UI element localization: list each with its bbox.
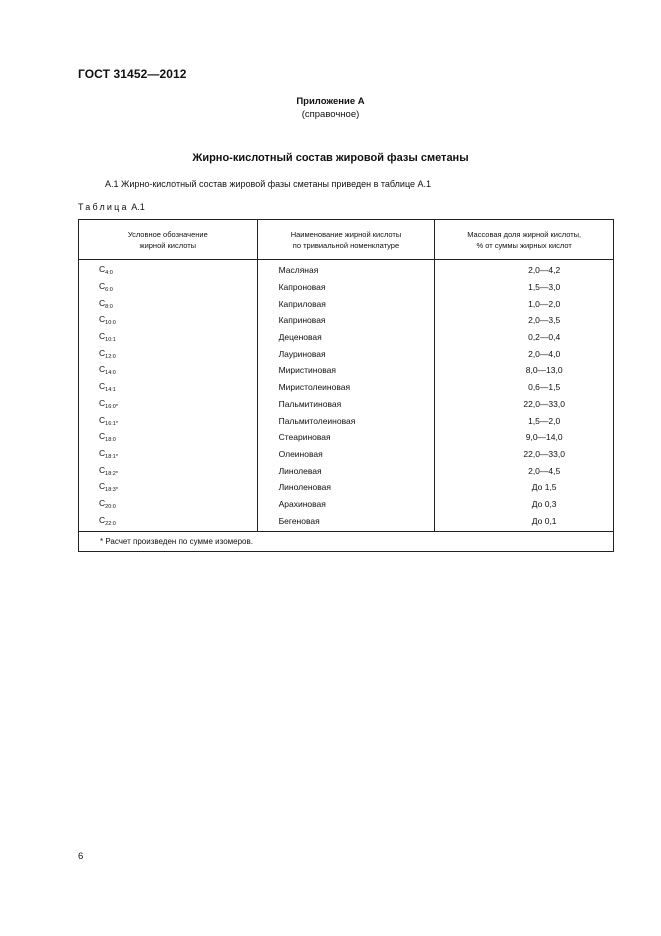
acid-mass-fraction: 2,0—4,0 [435,345,614,362]
acid-code [79,362,258,379]
acid-name: Бегеновая [257,512,435,531]
annex-subtitle: (справочное) [301,109,360,120]
acid-mass-fraction: 1,0—2,0 [435,295,614,312]
acid-code-subscript: 20:0 [105,503,116,510]
acid-code-letter: C [99,464,106,475]
acid-code-letter: C [99,347,106,358]
table-footnote: * Расчет произведен по сумме изомеров. [79,532,614,552]
acid-code-letter: C [99,431,106,442]
acid-code [79,396,258,413]
acid-mass-fraction: 1,5—2,0 [435,412,614,429]
table-caption-number: А.1 [131,202,145,212]
table-row [79,329,614,346]
acid-code [79,345,258,362]
acid-code-letter: C [99,264,106,275]
table-row [79,512,614,531]
acid-code-letter: C [99,514,106,525]
annex-title: Приложение А [296,96,365,107]
table-caption-word: Таблица [78,202,129,212]
acid-code [79,260,258,279]
acid-code-letter: C [99,297,106,308]
acid-name: Деценовая [257,329,435,346]
acid-code-letter: C [99,397,106,408]
acid-code-subscript: 18:2* [105,470,118,477]
intro-paragraph: А.1 Жирно-кислотный состав жировой фазы сметаны приведен в таблице А.1 [105,179,432,189]
acid-code-subscript: 14:0 [105,370,116,377]
header-name [257,220,435,260]
acid-code-letter: C [99,331,106,342]
acid-mass-fraction: 0,2—0,4 [435,329,614,346]
acid-code [79,462,258,479]
acid-code-subscript: 10:0 [105,320,116,327]
table-caption [78,202,145,212]
acid-code-subscript: 10:1 [105,337,116,344]
acid-code-subscript: 8:0 [105,303,113,310]
acid-name: Каприловая [257,295,435,312]
table-row [79,479,614,496]
acid-code-subscript: 12:0 [105,353,116,360]
acid-code [79,512,258,531]
acid-name: Олеиновая [257,446,435,463]
table-row [79,260,614,279]
acid-mass-fraction: 9,0—14,0 [435,429,614,446]
acid-code [79,479,258,496]
acid-code-letter: C [99,364,106,375]
acid-mass-fraction: До 1,5 [435,479,614,496]
acid-name: Миристолеиновая [257,379,435,396]
acid-code-subscript: 16:0* [105,403,118,410]
acid-code [79,312,258,329]
acid-name: Пальмитолеиновая [257,412,435,429]
fatty-acid-table [78,219,614,552]
acid-name: Стеариновая [257,429,435,446]
header-value-line2: % от суммы жирных кислот [476,240,572,250]
page-number: 6 [78,851,84,862]
acid-code [79,295,258,312]
acid-mass-fraction: 2,0—4,5 [435,462,614,479]
table-row [79,412,614,429]
acid-code-subscript: 22:0 [105,520,116,527]
acid-code [79,429,258,446]
acid-mass-fraction: До 0,3 [435,496,614,513]
acid-code-letter: C [99,497,106,508]
acid-mass-fraction: 22,0—33,0 [435,396,614,413]
table-footnote-row [79,532,614,552]
acid-mass-fraction: 2,0—4,2 [435,260,614,279]
acid-code-subscript: 16:1* [105,420,118,427]
acid-name: Капроновая [257,279,435,296]
acid-name: Линолевая [257,462,435,479]
acid-name: Арахиновая [257,496,435,513]
acid-code-subscript: 18:3* [105,487,118,494]
acid-code-subscript: 14:1 [105,387,116,394]
acid-code [79,412,258,429]
table-row [79,496,614,513]
acid-name: Каприновая [257,312,435,329]
acid-mass-fraction: 8,0—13,0 [435,362,614,379]
table-row [79,362,614,379]
acid-mass-fraction: 1,5—3,0 [435,279,614,296]
acid-code-subscript: 6:0 [105,287,113,294]
acid-code [79,496,258,513]
header-code [79,220,258,260]
header-value-line1: Массовая доля жирной кислоты, [467,229,582,239]
table-row [79,312,614,329]
acid-code-subscript: 18:1* [105,453,118,460]
acid-code-letter: C [99,314,106,325]
acid-name: Масляная [257,260,435,279]
header-code-line1: Условное обозначение [127,229,208,239]
acid-code [79,379,258,396]
table-header-row [79,220,614,260]
acid-name: Миристиновая [257,362,435,379]
header-code-line2: жирной кислоты [139,240,197,250]
acid-mass-fraction: 0,6—1,5 [435,379,614,396]
document-code: ГОСТ 31452—2012 [78,67,187,81]
header-name-line2: по тривиальной номенклатуре [292,240,400,250]
acid-mass-fraction: До 0,1 [435,512,614,531]
acid-code-subscript: 18:0 [105,437,116,444]
acid-code-letter: C [99,381,106,392]
table-row [79,295,614,312]
table-row [79,462,614,479]
acid-code-letter: C [99,281,106,292]
acid-code-letter: C [99,414,106,425]
acid-code [79,329,258,346]
acid-name: Пальмитиновая [257,396,435,413]
acid-mass-fraction: 22,0—33,0 [435,446,614,463]
acid-code-letter: C [99,481,106,492]
table-row [79,396,614,413]
header-value [435,220,614,260]
table-row [79,345,614,362]
table-row [79,446,614,463]
acid-code [79,279,258,296]
table-row [79,429,614,446]
acid-code [79,446,258,463]
table-row [79,279,614,296]
table-row [79,379,614,396]
acid-name: Линоленовая [257,479,435,496]
acid-name: Лауриновая [257,345,435,362]
section-title: Жирно-кислотный состав жировой фазы сметаны [192,152,469,164]
acid-code-letter: C [99,447,106,458]
acid-mass-fraction: 2,0—3,5 [435,312,614,329]
header-name-line1: Наименование жирной кислоты [290,229,402,239]
acid-code-subscript: 4:0 [105,270,113,277]
annex-heading [0,95,661,121]
